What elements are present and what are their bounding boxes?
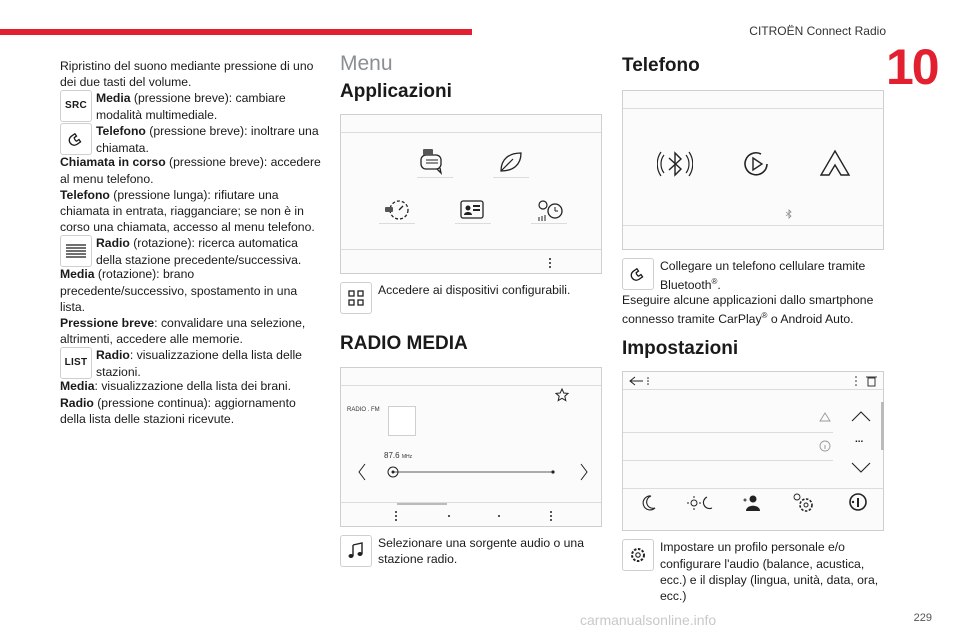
call-text: Chiamata in corso (pressione breve): accedere al menu telefono. bbox=[60, 155, 321, 186]
radio-update-text: Radio (pressione continua): aggiornamento della lista delle stazioni ricevute. bbox=[60, 395, 296, 426]
settings-gear-icon bbox=[622, 539, 654, 571]
scroll-up-icon[interactable] bbox=[851, 410, 871, 422]
settings-caption-item: Impostare un profilo personale e/o configurare l'audio (balance, acustica, ecc.) e il display (lingua, unità, data, ora, ecc.) bbox=[622, 539, 888, 604]
phone-item: Telefono (pressione breve): inoltrare una chiamata. bbox=[60, 123, 324, 156]
media-list-text: Media: visualizzazione della lista dei brani. bbox=[60, 379, 292, 394]
scrollbar[interactable] bbox=[881, 402, 884, 450]
night-mode-moon-icon[interactable] bbox=[639, 494, 657, 512]
media-rotate-text: Media (rotazione): brano precedente/successivo, spostamento in una lista. bbox=[60, 267, 298, 314]
back-arrow-icon[interactable] bbox=[629, 376, 651, 386]
android-auto-icon[interactable] bbox=[819, 149, 851, 179]
favorite-star-icon[interactable] bbox=[555, 388, 569, 402]
info-circle-icon bbox=[819, 440, 831, 452]
header-title: CITROËN Connect Radio bbox=[749, 24, 886, 38]
leaf-eco-icon bbox=[497, 149, 525, 175]
bluetooth-small-icon bbox=[785, 209, 793, 219]
clock-settings-icon bbox=[535, 197, 565, 223]
day-night-icon[interactable] bbox=[687, 494, 713, 512]
phone-text: Eseguire alcune applicazioni dallo smartphone connesso tramite CarPlay® o Android Auto. bbox=[622, 292, 874, 326]
contact-card-icon bbox=[459, 199, 485, 221]
source-tab-active[interactable] bbox=[397, 503, 447, 505]
apps-caption-item: Accedere ai dispositivi configurabili. bbox=[340, 282, 604, 316]
menu-title: Menu bbox=[340, 52, 393, 75]
src-button-icon: SRC bbox=[60, 90, 92, 122]
settings-title: Impostazioni bbox=[622, 338, 739, 360]
frequency-slider[interactable] bbox=[357, 458, 589, 488]
apps-title: Applicazioni bbox=[340, 81, 452, 103]
settings-screen bbox=[622, 371, 884, 531]
settings-more-dots[interactable]: ... bbox=[855, 434, 864, 446]
radio-screen bbox=[340, 367, 602, 527]
column-1 bbox=[60, 58, 324, 427]
apps-screen bbox=[340, 114, 602, 274]
radio-bottom-bar-icons[interactable] bbox=[391, 510, 561, 522]
watermark: carmanualsonline.info bbox=[580, 612, 717, 628]
phone-handset-icon bbox=[622, 258, 654, 290]
gauge-icon bbox=[383, 197, 411, 223]
phone-title: Telefono bbox=[622, 55, 700, 76]
more-options-icon[interactable] bbox=[547, 257, 553, 269]
carplay-icon[interactable] bbox=[741, 149, 771, 179]
settings-gear-icon[interactable] bbox=[793, 492, 815, 514]
music-note-icon bbox=[340, 535, 372, 567]
radio-frequency: 87.6 MHz bbox=[384, 450, 413, 460]
radio-caption-item: Selezionare una sorgente audio o una stazione radio. bbox=[340, 535, 604, 569]
src-item: SRC Media (pressione breve): cambiare modalità multimediale. bbox=[60, 90, 324, 123]
radio-rotate-item: Radio (rotazione): ricerca automatica della stazione precedente/successiva. bbox=[60, 235, 324, 268]
album-art-placeholder bbox=[388, 406, 416, 436]
warning-triangle-icon bbox=[819, 412, 831, 422]
header-red-bar bbox=[0, 29, 472, 35]
delete-trash-icon[interactable] bbox=[853, 375, 879, 387]
list-button-icon: LIST bbox=[60, 347, 92, 379]
profile-user-icon[interactable] bbox=[741, 494, 761, 512]
radio-band-label: RADIO . FM bbox=[347, 406, 380, 413]
intro-text: Ripristino del suono mediante pressione di uno dei due tasti del volume. bbox=[60, 59, 314, 90]
phone-screen bbox=[622, 90, 884, 250]
privacy-icon[interactable] bbox=[847, 492, 869, 514]
phone-caption-item: Collegare un telefono cellulare tramite Bluetooth®. bbox=[622, 258, 888, 293]
chapter-number: 10 bbox=[886, 39, 938, 95]
rotary-knob-icon bbox=[60, 235, 92, 267]
column-2 bbox=[340, 52, 604, 569]
radio-media-title: RADIO MEDIA bbox=[340, 333, 468, 355]
phone-long-text: Telefono (pressione lunga): rifiutare una chiamata in entrata, riagganciare; se non è in corso una chiamata, accesso al menu telefono. bbox=[60, 187, 315, 235]
grid-apps-icon bbox=[340, 282, 372, 314]
short-press-text: Pressione breve: convalidare una selezione, altrimenti, accedere alle memorie. bbox=[60, 316, 306, 347]
bluetooth-icon[interactable] bbox=[657, 147, 693, 181]
phone-handset-icon bbox=[60, 123, 92, 155]
list-item: LIST Radio: visualizzazione della lista delle stazioni. bbox=[60, 347, 324, 380]
scroll-down-icon[interactable] bbox=[851, 462, 871, 474]
column-3 bbox=[622, 56, 888, 604]
page-number: 229 bbox=[913, 612, 932, 624]
sms-message-icon bbox=[419, 149, 449, 175]
